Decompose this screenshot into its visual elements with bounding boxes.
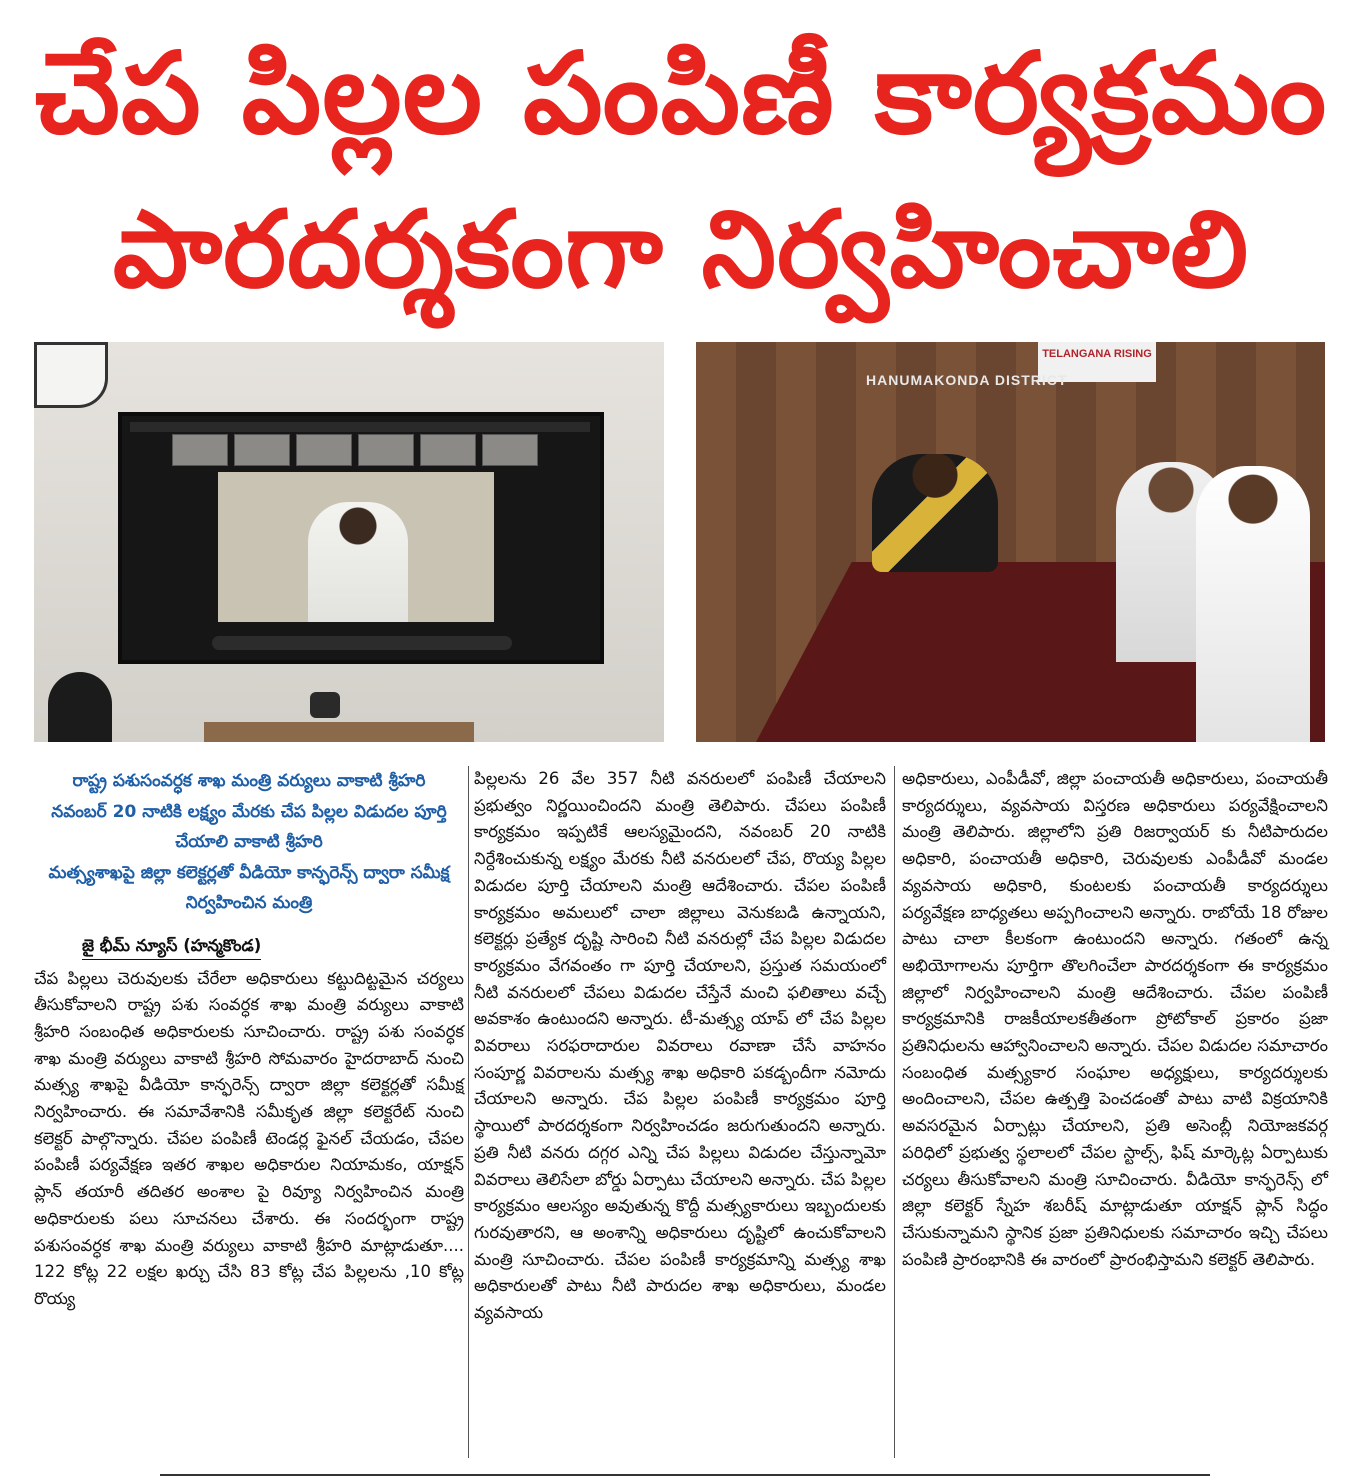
bottom-rule bbox=[160, 1474, 1210, 1476]
banner-text: TELANGANA RISING bbox=[1042, 348, 1152, 360]
tv-cabinet bbox=[204, 722, 474, 742]
minister-figure bbox=[308, 502, 408, 622]
conference-camera bbox=[310, 692, 340, 718]
tv-title-bar bbox=[130, 422, 590, 432]
deck-line: నవంబర్ 20 నాటికి లక్ష్యం మేరకు చేప పిల్లల విడుదల పూర్తి చేయాలి వాకాటి శ్రీహరి bbox=[51, 801, 447, 852]
tv-thumbnail bbox=[420, 434, 476, 466]
article-paragraph: అధికారులు, ఎంపీడీవో, జిల్లా పంచాయతీ అధికారులు, పంచాయతీ కార్యదర్శులు, వ్యవసాయ విస్తరణ అధికారులు పర్యవేక్షించాలని మంత్రి తెలిపారు. జిల్లాలోని ప్రతి రిజర్వాయర్ కు నీటిపారుదల అధికారి, పంచాయతీ అధికారి, చెరువులకు ఎంపీడీవో మండల వ్యవసాయ అధికారి, కుంటలకు పంచాయతీ కార్యదర్శులు పర్యవేక్షణ బాధ్యతలు అప్పగించాలని అన్నారు. రాబోయే 18 రోజుల పాటు చాలా కీలకంగా ఉంటుందని అన్నారు. గతంలో ఉన్న అభియోగాలను పూర్తిగా తొలగించేలా పారదర్శకంగా ఈ కార్యక్రమం జిల్లాలో నిర్వహించాలని మంత్రి ఆదేశించారు. చేపల పంపిణీ కార్యక్రమానికి రాజకీయాలకతీతంగా ప్రోటోకాల్ ప్రకారం ప్రజా ప్రతినిధులను ఆహ్వానించాలని అన్నారు. చేపల విడుదల సమాచారం సంబంధిత మత్స్యకార సంఘాల అధ్యక్షులు, కార్యదర్శులకు అందించాలని, చేపల ఉత్పత్తి పెంచడంతో పాటు వాటి విక్రయానికి అవసరమైన ఏర్పాట్లు చేయాలని, ప్రతి అసెంబ్లీ నియోజకవర్గ పరిధిలో ప్రభుత్వ స్థలాలలో చేపల స్టాల్స్, ఫిష్ మార్కెట్ల ఏర్పాటుకు చర్యలు తీసుకోవాలని మంత్రి సూచించారు. వీడియో కాన్ఫరెన్స్ లో జిల్లా కలెక్టర్ స్నేహ శబరీష్ మాట్లాడుతూ యాక్షన్ ప్లాన్ సిద్ధం చేసుకున్నామని స్థానిక ప్రజా ప్రతినిధులకు సమాచారం ఇచ్చి చేపలు పంపిణి ప్రారంభానికి ఈ వారంలో ప్రారంభిస్తామని కలెక్టర్ తెలిపారు. bbox=[902, 769, 1328, 1269]
tv-thumbnail bbox=[234, 434, 290, 466]
district-sign: HANUMAKONDA DISTRICT bbox=[866, 372, 1068, 388]
official-figure bbox=[1196, 466, 1310, 742]
tv-screen bbox=[118, 412, 604, 664]
byline: జై భీమ్ న్యూస్ (హన్మకొండ) bbox=[82, 933, 261, 960]
deck-line: మత్స్యశాఖపై జిల్లా కలెక్టర్లతో వీడియో కాన్ఫరెన్స్ ద్వారా సమీక్ష నిర్వహించిన మంత్రి bbox=[48, 862, 450, 913]
tv-control-bar bbox=[212, 636, 512, 650]
headline-line-1: చేప పిల్లల పంపిణీ కార్యక్రమం bbox=[34, 29, 1328, 159]
tv-thumbnail bbox=[172, 434, 228, 466]
deck-line: రాష్ట్ర పశుసంవర్ధక శాఖ మంత్రి వర్యులు వాకాటి శ్రీహరి bbox=[72, 771, 426, 791]
tv-thumbnail bbox=[482, 434, 538, 466]
tv-main-video bbox=[218, 472, 494, 622]
article-column-3 bbox=[902, 766, 1328, 1273]
tv-thumbnail bbox=[296, 434, 352, 466]
collector-figure bbox=[872, 454, 998, 572]
article-paragraph: పిల్లలను 26 వేల 357 నీటి వనరులలో పంపిణీ చేయాలని ప్రభుత్వం నిర్ణయించిందని మంత్రి తెలిపారు. చేపలు పంపిణీ కార్యక్రమం ఇప్పటికే ఆలస్యమైందని, నవంబర్ 20 నాటికి నిర్దేశించుకున్న లక్ష్యం మేరకు నీటి వనరులలో చేప, రొయ్య పిల్లల విడుదల పూర్తి చేయాలని మంత్రి ఆదేశించారు. చేపల పంపిణీ కార్యక్రమం అమలులో చాలా జిల్లాలు వెనుకబడి ఉన్నాయని, కలెక్టర్లు ప్రత్యేక దృష్టి సారించి నీటి వనరుల్లో చేప పిల్లల విడుదల కార్యక్రమం వేగవంతం గా పూర్తి చేయాలని, ప్రస్తుత సమయంలో నీటి వనరులలో చేపలు విడుదల చేస్తేనే మంచి ఫలితాలు వచ్చే అవకాశం ఉంటుందని అన్నారు. టీ-మత్స్య యాప్ లో చేప పిల్లల వివరాలు సరఫరాదారుల వివరాలు రవాణా చేసే వాహనం సంపూర్ణ వివరాలను మత్స్య శాఖ అధికారి పకడ్బందీగా నమోదు చేయాలని అన్నారు. చేప పిల్లల పంపిణీ కార్యక్రమం పూర్తి స్థాయిలో పారదర్శకంగా నిర్వహించడం జరుగుతుందని అన్నారు. ప్రతి నీటి వనరు దగ్గర ఎన్ని చేప పిల్లలు విడుదల చేస్తున్నామో వివరాలు తెలిసేలా బోర్డు ఏర్పాటు చేయాలని అన్నారు. చేప పిల్లల కార్యక్రమం ఆలస్యం అవుతున్న కొద్దీ మత్స్యకారులు ఇబ్బందులకు గురవుతారని, ఆ అంశాన్ని అధికారులు దృష్టిలో ఉంచుకోవాలని మంత్రి సూచించారు. చేపల పంపిణీ కార్యక్రమాన్ని మత్స్య శాఖ అధికారులతో పాటు నీటి పారుదల శాఖ అధికారులు, మండల వ్యవసాయ bbox=[474, 769, 887, 1323]
column-divider bbox=[894, 766, 895, 1458]
photo-collector-meeting bbox=[696, 342, 1325, 742]
photo-video-conference bbox=[34, 342, 664, 742]
article-column-2 bbox=[474, 766, 886, 1327]
headline-line-2: పారదర్శకంగా నిర్వహించాలి bbox=[112, 188, 1250, 311]
tv-thumbnail bbox=[358, 434, 414, 466]
article-column-1 bbox=[34, 766, 464, 1313]
article-paragraph: చేప పిల్లలు చెరువులకు చేరేలా అధికారులు కట్టుదిట్టమైన చర్యలు తీసుకోవాలని రాష్ట్ర పశు సంవర్ధక శాఖ మంత్రి వర్యులు వాకాటి శ్రీహరి సంబంధిత అధికారులకు సూచించారు. రాష్ట్ర పశు సంవర్ధక శాఖ మంత్రి వర్యులు వాకాటి శ్రీహరి సోమవారం హైదరాబాద్ నుంచి మత్స్య శాఖపై వీడియో కాన్ఫరెన్స్ ద్వారా జిల్లా కలెక్టర్లతో సమీక్ష నిర్వహించారు. ఈ సమావేశానికి సమీకృత జిల్లా కలెక్టరేట్ నుంచి కలెక్టర్ పాల్గొన్నారు. చేపల పంపిణీ టెండర్ల ఫైనల్ చేయడం, చేపల పంపిణీ పర్యవేక్షణ ఇతర శాఖల అధికారుల నియామకం, యాక్షన్ ప్లాన్ తయారీ తదితర అంశాల పై రివ్యూ నిర్వహించిన మంత్రి అధికారులకు పలు సూచనలు చేశారు. ఈ సందర్భంగా రాష్ట్ర పశుసంవర్ధక శాఖ మంత్రి వర్యులు వాకాటి శ్రీహరి మాట్లాడుతూ.... 122 కోట్ల 22 లక్షల ఖర్చు చేసి 83 కోట్ల చేప పిల్లలను ,10 కోట్ల రొయ్య bbox=[34, 968, 464, 1308]
wall-clock bbox=[34, 342, 108, 408]
column-divider bbox=[468, 766, 469, 1458]
viewer-head bbox=[48, 672, 112, 742]
